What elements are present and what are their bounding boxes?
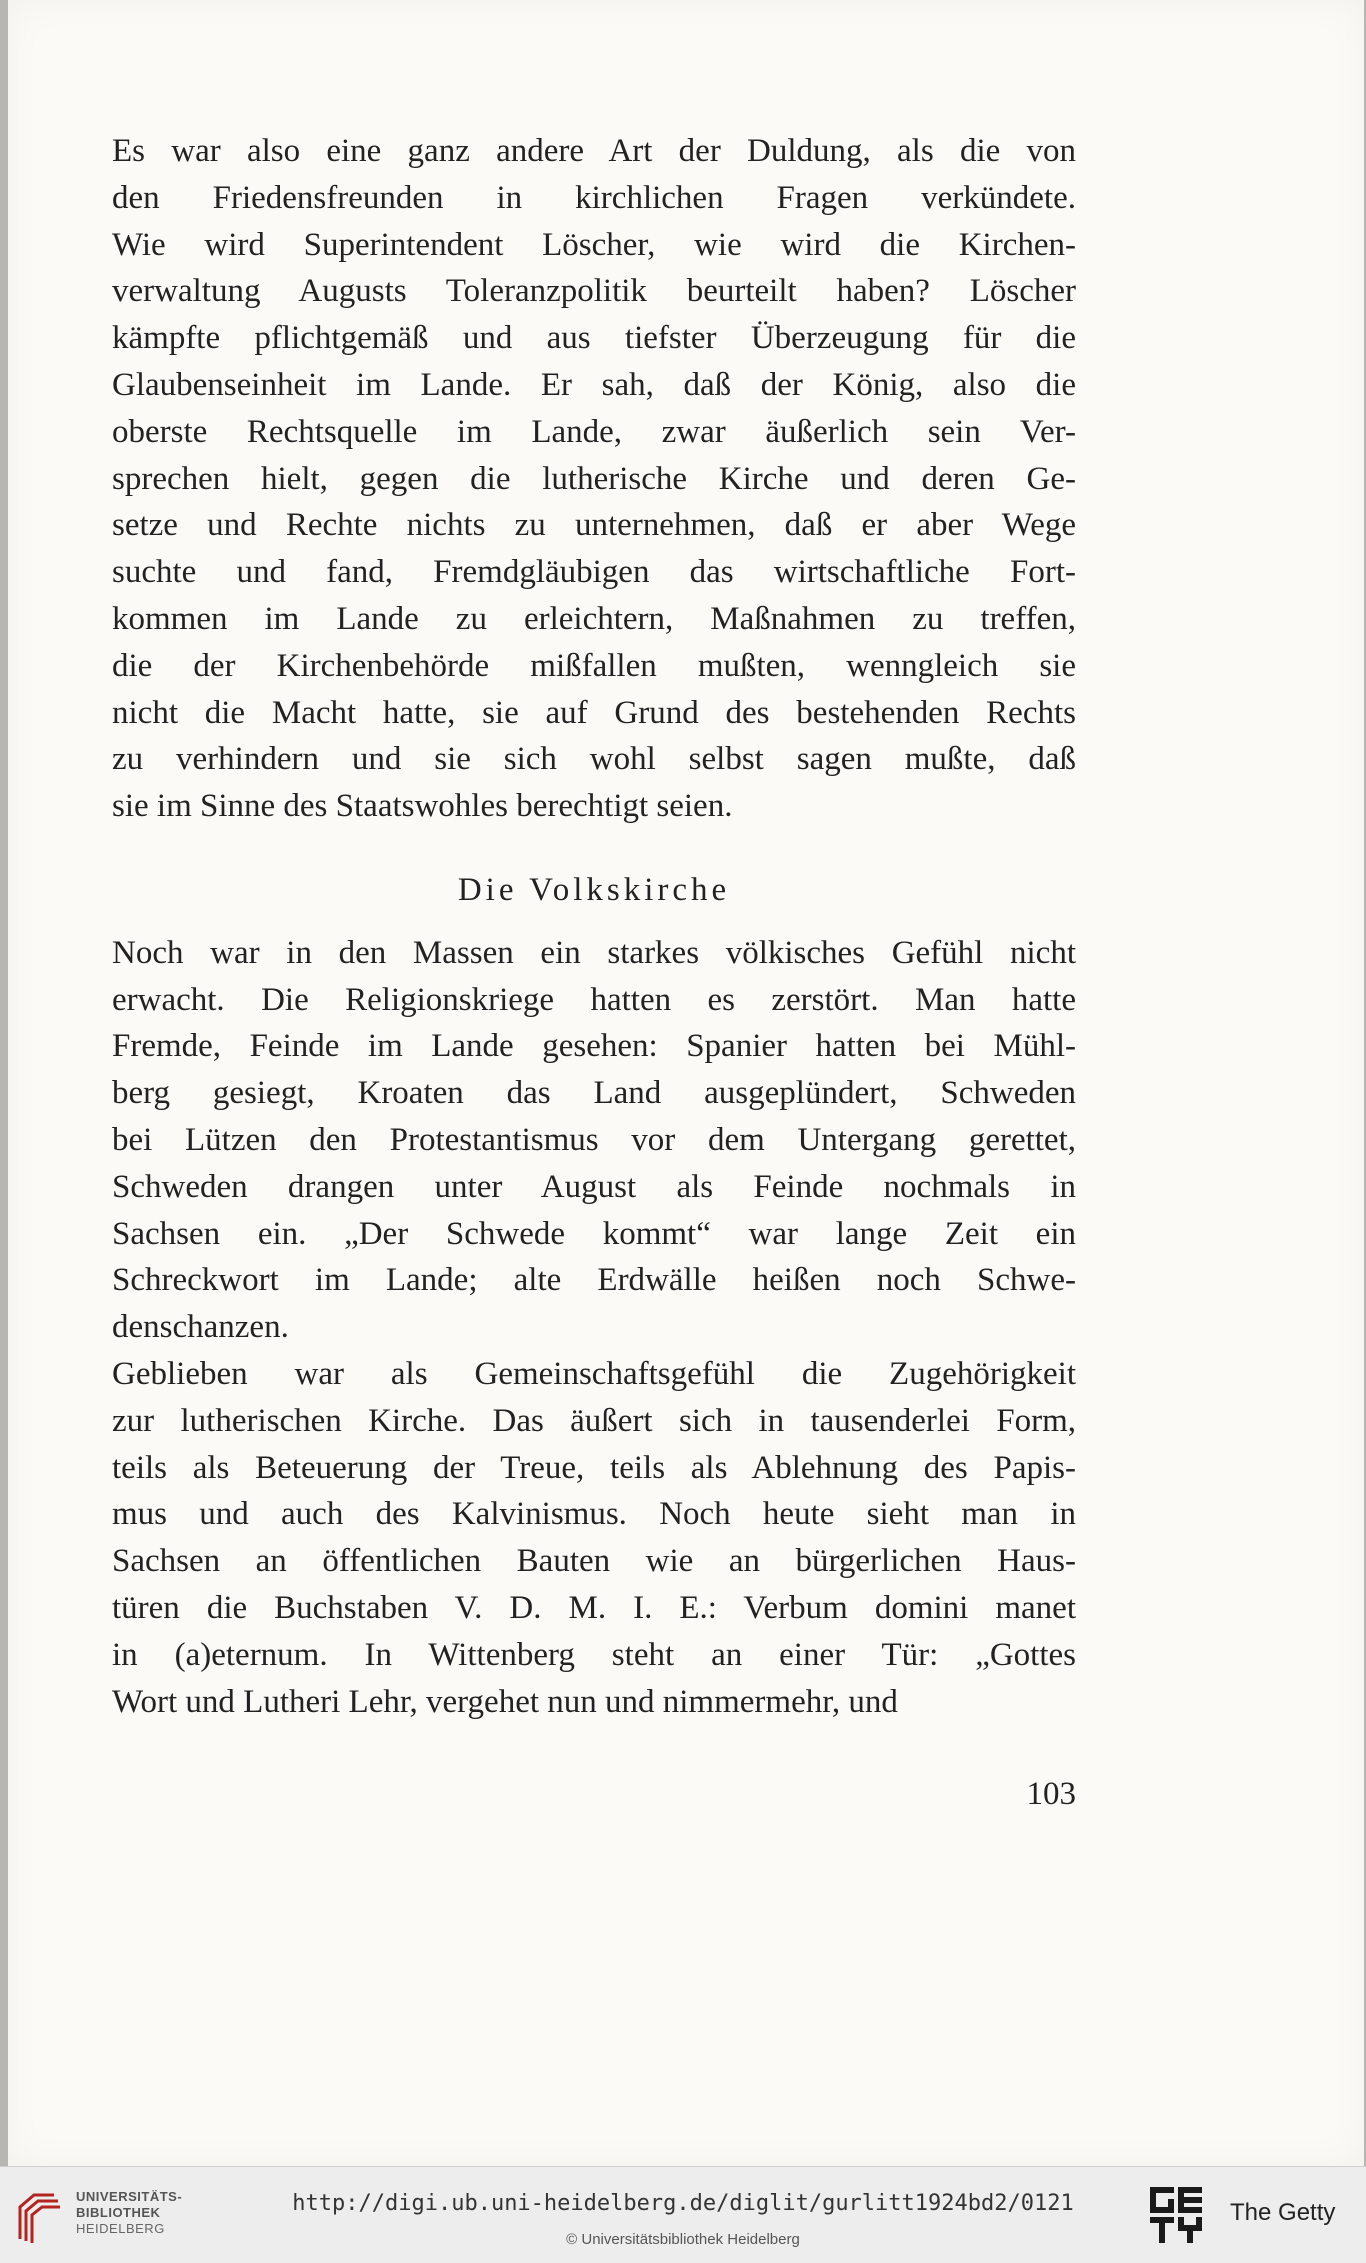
- getty-name: The Getty: [1230, 2199, 1336, 2226]
- text-line: Fremde, Feinde im Lande gesehen: Spanier hatten bei Mühl-: [112, 1028, 1076, 1065]
- page-text: [112, 128, 1076, 1725]
- text-line: Sachsen an öffentlichen Bauten wie an bürgerlichen Haus-: [112, 1543, 1076, 1580]
- text-line: kämpfte pflichtgemäß und aus tiefster Überzeugung für die: [112, 320, 1076, 357]
- paragraph: [112, 128, 1076, 830]
- text-line: nicht die Macht hatte, sie auf Grund des bestehenden Rechts: [112, 694, 1076, 731]
- text-line: Wort und Lutheri Lehr, vergehet nun und nimmermehr, und: [112, 1683, 898, 1720]
- text-line: Schreckwort im Lande; alte Erdwälle heißen noch Schwe-: [112, 1262, 1076, 1299]
- getty-logo-icon: [1148, 2185, 1204, 2245]
- text-line: Es war also eine ganz andere Art der Duldung, als die von: [112, 133, 1076, 169]
- page-number: 103: [1026, 1776, 1076, 1812]
- text-line: sie im Sinne des Staatswohles berechtigt seien.: [112, 788, 733, 825]
- paragraph: [112, 930, 1076, 1351]
- text-line: erwacht. Die Religionskriege hatten es zerstört. Man hatte: [112, 981, 1076, 1018]
- top-section: [112, 128, 1076, 830]
- permalink-url[interactable]: http://digi.ub.uni-heidelberg.de/diglit/gurlitt1924bd2/0121: [292, 2191, 1074, 2216]
- text-line: Sachsen ein. „Der Schwede kommt“ war lange Zeit ein: [112, 1215, 1076, 1252]
- text-line: mus und auch des Kalvinismus. Noch heute sieht man in: [112, 1496, 1076, 1533]
- library-name-line-2: BIBLIOTHEK: [76, 2205, 161, 2220]
- text-line: zur lutherischen Kirche. Das äußert sich in tausenderlei Form,: [112, 1402, 1076, 1439]
- paragraph: [112, 1351, 1076, 1725]
- text-line: suchte und fand, Fremdgläubigen das wirtschaftliche Fort-: [112, 554, 1076, 591]
- text-line: setze und Rechte nichts zu unternehmen, daß er aber Wege: [112, 507, 1076, 544]
- text-line: kommen im Lande zu erleichtern, Maßnahmen zu treffen,: [112, 600, 1076, 637]
- text-line: Glaubenseinheit im Lande. Er sah, daß der König, also die: [112, 366, 1076, 403]
- section-heading: Die Volkskirche: [457, 871, 731, 908]
- text-line: Noch war in den Massen ein starkes völkisches Gefühl nicht: [112, 934, 1076, 971]
- text-line: bei Lützen den Protestantismus vor dem Untergang gerettet,: [112, 1121, 1076, 1158]
- text-line: berg gesiegt, Kroaten das Land ausgeplündert, Schweden: [112, 1075, 1076, 1112]
- library-name-line-3: HEIDELBERG: [76, 2221, 165, 2236]
- scanned-page: [8, 0, 1364, 2166]
- text-line: türen die Buchstaben V. D. M. I. E.: Verbum domini manet: [112, 1589, 1076, 1626]
- bottom-section: [112, 930, 1076, 1726]
- text-line: Geblieben war als Gemeinschaftsgefühl die Zugehörigkeit: [112, 1355, 1076, 1392]
- text-line: Wie wird Superintendent Löscher, wie wird die Kirchen-: [112, 226, 1076, 263]
- text-line: denschanzen.: [112, 1309, 289, 1346]
- text-line: in (a)eternum. In Wittenberg steht an einer Tür: „Gottes: [112, 1636, 1076, 1673]
- text-line: teils als Beteuerung der Treue, teils als Ablehnung des Papis-: [112, 1449, 1076, 1486]
- viewer-footer: [0, 2166, 1366, 2263]
- text-line: die der Kirchenbehörde mißfallen mußten, wenngleich sie: [112, 647, 1076, 684]
- text-line: Schweden drangen unter August als Feinde nochmals in: [112, 1168, 1076, 1205]
- text-line: sprechen hielt, gegen die lutherische Kirche und deren Ge-: [112, 460, 1076, 497]
- text-line: zu verhindern und sie sich wohl selbst sagen mußte, daß: [112, 741, 1076, 778]
- text-line: verwaltung Augusts Toleranzpolitik beurteilt haben? Löscher: [112, 273, 1076, 310]
- copyright-notice: © Universitätsbibliothek Heidelberg: [566, 2231, 800, 2248]
- text-line: oberste Rechtsquelle im Lande, zwar äußerlich sein Ver-: [112, 413, 1076, 450]
- library-name-line-1: UNIVERSITÄTS-: [76, 2189, 183, 2204]
- text-line: den Friedensfreunden in kirchlichen Fragen verkündete.: [112, 179, 1076, 216]
